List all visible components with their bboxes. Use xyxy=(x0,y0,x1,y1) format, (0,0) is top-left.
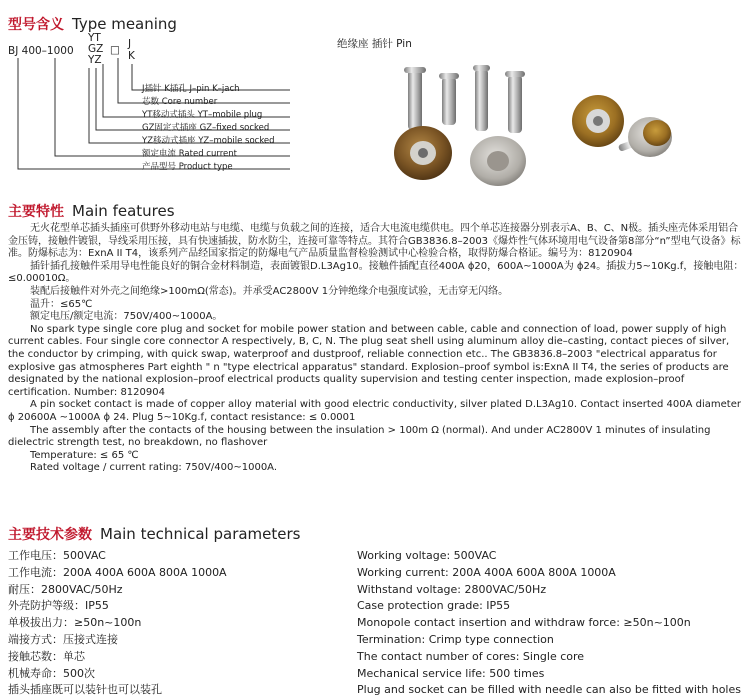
features-cn-p2: 插针插孔接触件采用导电性能良好的铜合金材料制造，表面镀银D.L3Ag10。接触件插配直径400A ϕ20，600A~1000A为 ϕ24。插拔力5~10Kg.f，接触电阻：≤0.00010Ω。 xyxy=(8,260,744,285)
tech-en-service-life: Mechanical service life: 500 times xyxy=(357,666,545,680)
model-prefix: BJ 400–1000 xyxy=(8,45,74,57)
insulator-seat-amber xyxy=(572,95,624,147)
tech-en-withdraw-force: Monopole contact insertion and withdraw force: ≥50n~100n xyxy=(357,616,691,630)
features-en-p2: A pin socket contact is made of copper alloy material with good electric conductivity, silver plated D.L3Ag10. Contact inserted 400A diameter ϕ 20600A ~1000A ϕ 24. Plug 5~10Kg.f, contact resistance: ≤ 0.0001 xyxy=(8,399,741,423)
label-rated-current: 额定电流 Rated current xyxy=(142,149,237,159)
pin-photo xyxy=(330,55,745,195)
tech-cn-withdraw-force: 单极拔出力：≥50n~100n xyxy=(8,616,142,630)
pin-1 xyxy=(404,67,426,130)
tech-cn-service-life: 机械寿命：500次 xyxy=(8,666,95,680)
tech-en-protection-grade: Case protection grade: IP55 xyxy=(357,599,511,613)
features-en-p5: Rated voltage / current rating: 750V/400~1000A. xyxy=(30,462,278,474)
features-title-en: Main features xyxy=(72,202,175,220)
tech-cn-withstand-voltage: 耐压：2800VAC/50Hz xyxy=(8,582,123,596)
pole-k: K xyxy=(128,50,135,62)
label-fixed-socked: GZ固定式插座 GZ–fixed socked xyxy=(142,123,270,133)
label-pin-jack: J插针 K插孔 J–pin K–jach xyxy=(142,84,240,94)
pin-2 xyxy=(439,73,459,125)
technical-en-list xyxy=(357,548,747,699)
tech-en-termination: Termination: Crimp type connection xyxy=(357,632,554,646)
features-cn-p4: 温升：≤65℃ xyxy=(30,298,93,310)
variant-gz: GZ xyxy=(88,43,104,55)
core-number-box: □ xyxy=(110,44,120,56)
label-mobile-socked: YZ移动式插座 YZ–mobile socked xyxy=(142,136,275,146)
features-cn-p1: 无火花型单芯插头插座可供野外移动电站与电缆、电缆与负载之间的连接，适合大电流电缆供电。四个单芯连接器分别表示A、B、C、N极。插头座壳体采用铝合金压铸，接触件镀银，导线采用压接，具有快速插拔，防水防尘，连接可靠等特点。其符合GB3836.8–2003《爆炸性气体环境用电气设备第8部分“n”型电气设备》标准。防爆标志为：ExnA II T4，该系列产品经国家指定的防爆电气产品质量监督检验测试中心检验合格，取得防爆合格证。编号为：8120904 xyxy=(8,223,741,260)
assembled-pin xyxy=(618,117,672,157)
features-en-p1: No spark type single core plug and socket for mobile power station and between cable, cable and connection of load, power supply of high current cables. Four single core connector A respectively, B, C, N. The plug seat shell using aluminum alloy die–casting, contact pieces of silver, the conductor by crimping, with quick swap, waterproof and dustproof, reliable connection etc.. The GB3836.8–2003 "electrical apparatus for explosive gas atmospheres Part eighth " n "type electrical apparatus" standard. Explosion–proof symbol is:ExnA II T4, the series of products are designated by the national explosion–proof electrical products quality supervision and testing center inspection, made explosion–proof certification. Number: 8120904 xyxy=(8,323,730,398)
tech-cn-pin-hole: 插头插座既可以装针也可以装孔 xyxy=(8,683,162,697)
label-core-number: 芯数 Core number xyxy=(142,97,218,107)
tech-en-withstand-voltage: Withstand voltage: 2800VAC/50Hz xyxy=(357,582,547,596)
tech-cn-working-current: 工作电流：200A 400A 600A 800A 1000A xyxy=(8,565,227,579)
features-cn-p5: 额定电压/额定电流：750V/400~1000A。 xyxy=(30,311,223,323)
label-product-type: 产品型号 Product type xyxy=(142,162,233,172)
features-en-p4: Temperature: ≤ 65 ℃ xyxy=(30,449,139,461)
tech-en-core-number: The contact number of cores: Single core xyxy=(357,649,585,663)
tech-en-working-voltage: Working voltage: 500VAC xyxy=(357,549,497,562)
insulator-seat-bronze xyxy=(394,126,452,180)
pin-3 xyxy=(473,65,490,131)
pole-j: J xyxy=(128,38,132,50)
variant-yz: YZ xyxy=(88,54,102,66)
variant-yt: YT xyxy=(88,32,101,44)
tech-cn-protection-grade: 外壳防护等级：IP55 xyxy=(8,599,109,613)
features-cn-p3: 装配后接触件对外壳之间绝缘>100mΩ(常态)。并承受AC2800V 1分钟绝缘介电强度试验，无击穿无闪络。 xyxy=(30,285,509,297)
pin-4 xyxy=(505,71,525,133)
technical-cn-list xyxy=(8,548,348,699)
tech-cn-core-number: 接触芯数：单芯 xyxy=(8,649,85,663)
tech-en-pin-hole: Plug and socket can be filled with needle can also be fitted with holes xyxy=(357,683,741,697)
insulator-seat-grey xyxy=(470,136,526,186)
features-heading xyxy=(8,201,175,221)
features-body xyxy=(8,223,746,475)
features-en-p3: The assembly after the contacts of the housing between the insulation > 100m Ω (normal). And under AC2800V 1 minutes of insulating dielectric strength test, no breakdown, no flashover xyxy=(8,424,711,449)
technical-title-cn: 主要技术参数 xyxy=(8,527,92,543)
technical-heading xyxy=(8,524,301,544)
label-mobile-plug: YT移动式插头 YT–mobile plug xyxy=(142,110,263,120)
pin-photo-caption: 绝缘座 插针 Pin xyxy=(337,38,412,50)
tech-cn-termination: 端接方式：压接式连接 xyxy=(8,632,118,646)
technical-title-en: Main technical parameters xyxy=(100,525,301,543)
type-meaning-title-cn: 型号含义 xyxy=(8,17,64,33)
tech-cn-working-voltage: 工作电压：500VAC xyxy=(8,549,106,562)
tech-en-working-current: Working current: 200A 400A 600A 800A 1000A xyxy=(357,565,616,579)
features-title-cn: 主要特性 xyxy=(8,204,64,220)
type-meaning-title-en: Type meaning xyxy=(72,15,177,33)
